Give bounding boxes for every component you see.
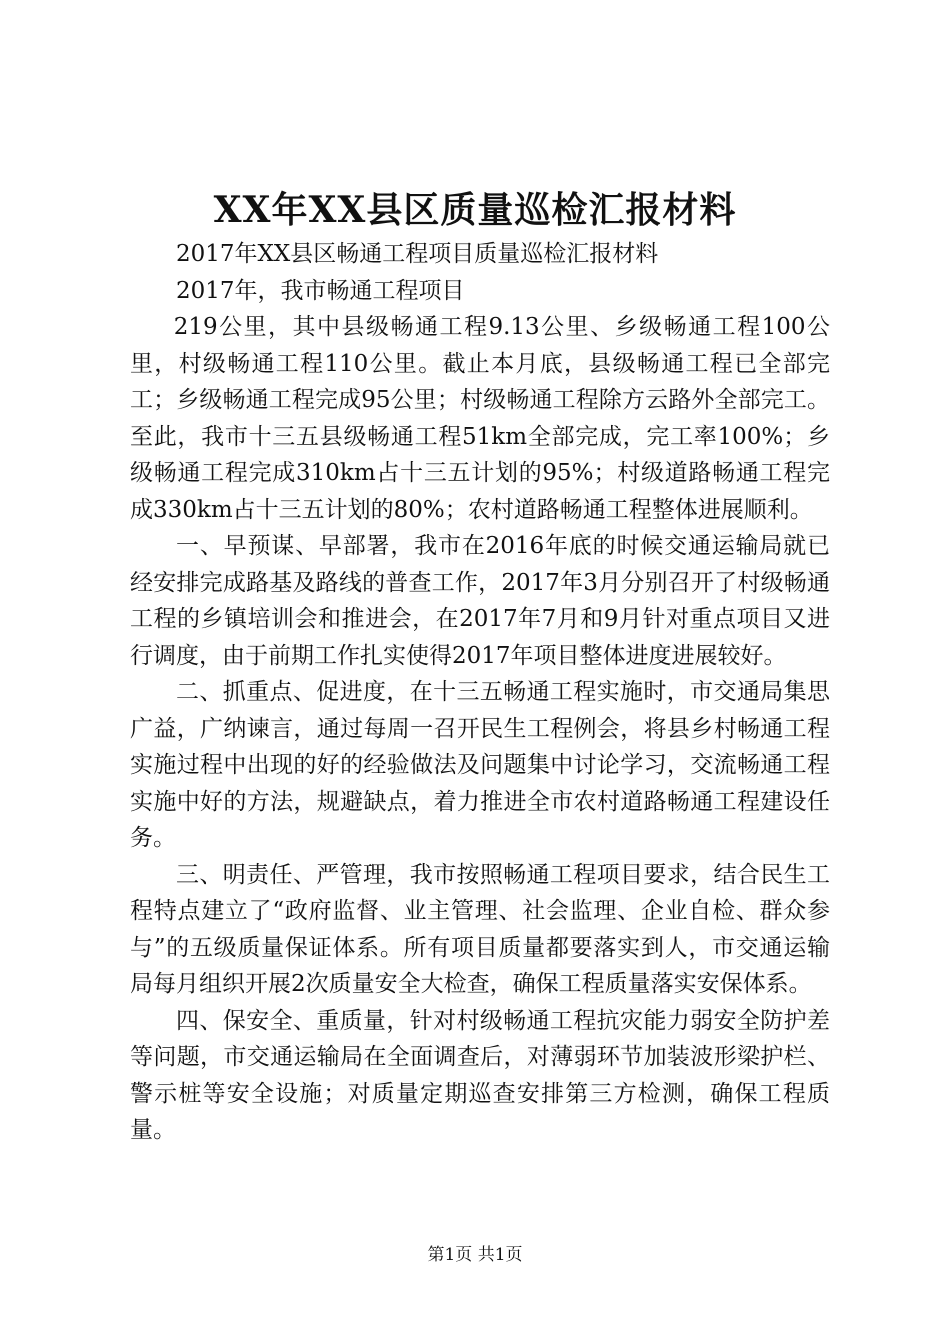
paragraph-subtitle: 2017年XX县区畅通工程项目质量巡检汇报材料 — [176, 241, 659, 267]
paragraph-point-2: 二、抓重点、促进度，在十三五畅通工程实施时，市交通局集思广益，广纳谏言，通过每周一召开民生工程例会，将县乡村畅通工程实施过程中出现的好的经验做法及问题集中讨论学习，交流畅通工程实施中好的方法，规避缺点，着力推进全市农村道路畅通工程建设任务。 — [130, 679, 830, 851]
document-body — [130, 236, 830, 1149]
document-title: XX年XX县区质量巡检汇报材料 — [213, 189, 737, 231]
paragraph-intro: 2017年，我市畅通工程项目 — [176, 277, 465, 304]
paragraph-progress: 219公里，其中县级畅通工程9.13公里、乡级畅通工程100公里，村级畅通工程110公里。截止本月底，县级畅通工程已全部完工；乡级畅通工程完成95公里；村级畅通工程除方云路外全部完工。至此，我市十三五县级畅通工程51km全部完成，完工率100%；乡级畅通工程完成310km占十三五计划的95%；村级道路畅通工程完成330km占十三五计划的80%；农村道路畅通工程整体进展顺利。 — [130, 314, 830, 523]
paragraph-point-4: 四、保安全、重质量，针对村级畅通工程抗灾能力弱安全防护差等问题，市交通运输局在全面调查后，对薄弱环节加装波形梁护栏、警示桩等安全设施；对质量定期巡查安排第三方检测，确保工程质量。 — [130, 1007, 830, 1143]
paragraph-point-1: 一、早预谋、早部署，我市在2016年底的时候交通运输局就已经安排完成路基及路线的普查工作，2017年3月分别召开了村级畅通工程的乡镇培训会和推进会，在2017年7月和9月针对重点项目又进行调度，由于前期工作扎实使得2017年项目整体进度进展较好。 — [130, 533, 830, 669]
paragraph-point-3: 三、明责任、严管理，我市按照畅通工程项目要求，结合民生工程特点建立了“政府监督、业主管理、社会监理、企业自检、群众参与”的五级质量保证体系。所有项目质量都要落实到人，市交通运输局每月组织开展2次质量安全大检查，确保工程质量落实安保体系。 — [130, 861, 830, 997]
page-footer: 第1页 共1页 — [427, 1245, 523, 1265]
